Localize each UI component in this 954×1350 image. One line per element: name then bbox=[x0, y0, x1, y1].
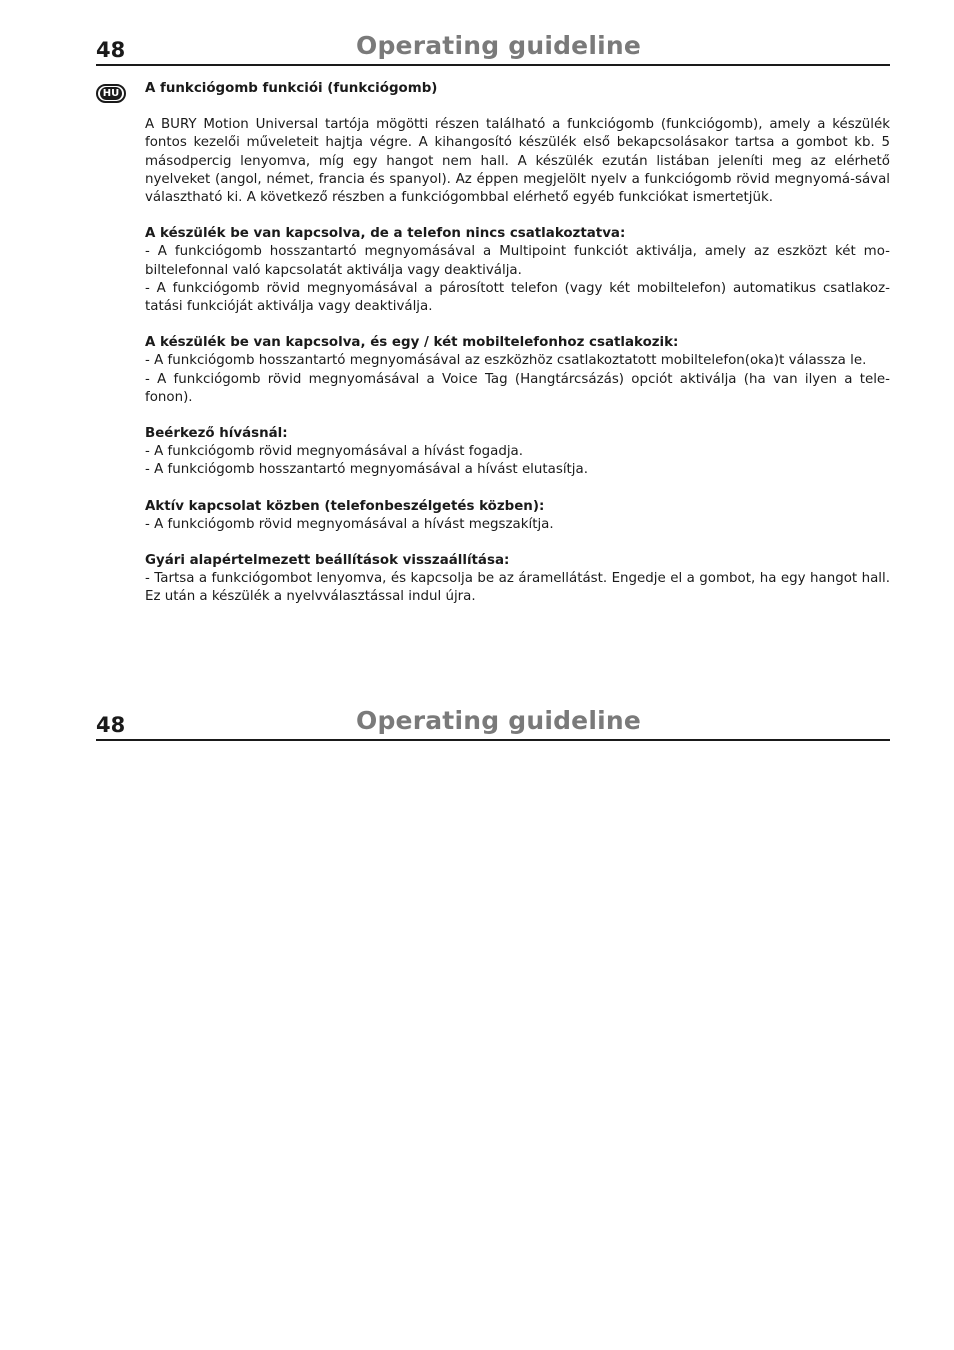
section-item: - A funkciógomb rövid megnyomásával a Voice Tag (Hangtárcsázás) opciót aktiválja (ha van ilyen a tele-fonon). bbox=[145, 371, 890, 405]
spacer bbox=[145, 407, 890, 425]
spacer bbox=[145, 480, 890, 498]
page-number: 48 bbox=[96, 38, 126, 62]
section-item: - A funkciógomb rövid megnyomásával a hívást fogadja. bbox=[145, 444, 524, 460]
language-badge bbox=[96, 84, 126, 103]
section bbox=[145, 552, 890, 607]
spacer bbox=[145, 207, 890, 225]
document-body bbox=[145, 80, 890, 607]
page-number: 48 bbox=[96, 713, 126, 737]
section-item: - Tartsa a funkciógombot lenyomva, és kapcsolja be az áramellátást. Engedje el a gombot, ha egy hangot hall. Ez után a készülék a nyelvválasztással indul újra. bbox=[145, 571, 890, 605]
intro-title: A funkciógomb funkciói (funkciógomb) bbox=[145, 81, 438, 96]
section-title: A készülék be van kapcsolva, és egy / két mobiltelefonhoz csatlakozik: bbox=[145, 335, 679, 351]
section-item: - A funkciógomb rövid megnyomásával a párosított telefon (vagy két mobiltelefon) automatikus csatlakoz-tatási funkcióját aktiválja vagy deaktiválja. bbox=[145, 280, 890, 315]
section bbox=[145, 498, 890, 534]
section-title: Beérkező hívásnál: bbox=[145, 426, 288, 442]
section-title: Gyári alapértelmezett beállítások visszaállítása: bbox=[145, 553, 510, 569]
page-title: Operating guideline bbox=[356, 31, 642, 60]
intro-paragraph: A BURY Motion Universal tartója mögötti részen található a funkciógomb (funkciógomb), amely a készülék fontos kezelői műveleteit hajtja végre. A kihangosító készülék első bekapcsolásakor tartsa a gombot kb. 5 másodpercig lenyomva, míg egy hangot nem hall. A készülék ezután listában jeleníti meg az elérhető nyelveket (angol, német, francia és spanyol). Az éppen megjelölt nyelv a funkciógomb rövid megnyomá-sával választható ki. A következő részben a funkciógombbal elérhető egyéb funkciókat ismertetjük. bbox=[145, 117, 890, 206]
section-item: - A funkciógomb hosszantartó megnyomásával a Multipoint funkciót aktiválja, amely az eszközt két mo-biltelefonnal való kapcsolatát aktiválja vagy deaktiválja. bbox=[145, 244, 890, 278]
spacer bbox=[145, 534, 890, 552]
section bbox=[145, 425, 890, 480]
section bbox=[145, 225, 890, 316]
section-title: A készülék be van kapcsolva, de a telefon nincs csatlakoztatva: bbox=[145, 226, 626, 242]
section-item: - A funkciógomb hosszantartó megnyomásával az eszközhöz csatlakoztatott mobiltelefon(oka)t válassza le. bbox=[145, 353, 867, 369]
page-title: Operating guideline bbox=[356, 706, 642, 735]
section-item: - A funkciógomb rövid megnyomásával a hívást megszakítja. bbox=[145, 516, 554, 532]
page-header-repeat bbox=[96, 706, 890, 741]
section-item: - A funkciógomb hosszantartó megnyomásával a hívást elutasítja. bbox=[145, 462, 588, 478]
section-title: Aktív kapcsolat közben (telefonbeszélgetés közben): bbox=[145, 498, 545, 514]
language-badge-label: HU bbox=[100, 87, 122, 100]
page-header bbox=[96, 31, 890, 66]
spacer bbox=[145, 316, 890, 334]
spacer bbox=[145, 98, 890, 116]
section bbox=[145, 334, 890, 407]
